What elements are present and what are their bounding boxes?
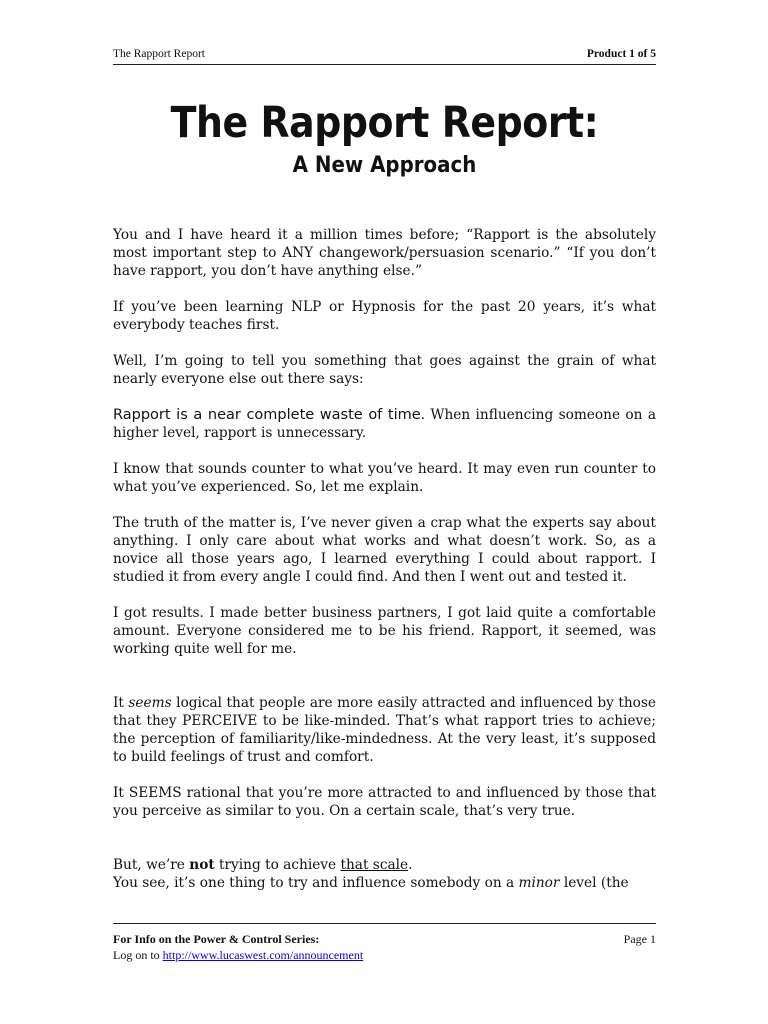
footer-divider	[113, 923, 656, 924]
paragraph-5: I know that sounds counter to what you’ve heard. It may even run counter to what you’ve experienced. So, let me explain.	[113, 461, 656, 495]
paragraph-4-rest: . When influencing someone on a higher level, rapport is unnecessary.	[113, 407, 656, 441]
document-title: The Rapport Report:	[170, 98, 599, 148]
paragraph-7: I got results. I made better business partners, I got laid quite a comfortable amount. Everyone considered me to be his friend. Rapport, it seemed, was working quite well for me.	[113, 605, 656, 657]
key-statement: Rapport is a near complete waste of time	[113, 407, 421, 423]
paragraph-3: Well, I’m going to tell you something that goes against the grain of what nearly everyone else out there says:	[113, 353, 656, 387]
emphasis-seems: seems	[128, 695, 172, 711]
paragraph-8-rest: logical that people are more easily attracted and influenced by those that they PERCEIVE to be like-minded. That’s what rapport tries to achieve; the perception of familiarity/like-mindedness. At the very least, it’s supposed to build feelings of trust and comfort.	[113, 695, 656, 765]
announcement-link[interactable]: http://www.lucaswest.com/announcement	[162, 948, 364, 962]
footer-logon-label: Log on to	[113, 948, 163, 962]
paragraph-10	[113, 856, 656, 874]
paragraph-2: If you’ve been learning NLP or Hypnosis for the past 20 years, it’s what everybody teaches first.	[113, 299, 656, 333]
paragraph-11-rest: level (the	[559, 875, 629, 891]
footer-logon	[113, 947, 363, 963]
footer-series-info: For Info on the Power & Control Series:	[113, 932, 320, 946]
paragraph-10-end: .	[408, 857, 413, 873]
emphasis-that-scale: that scale	[340, 857, 409, 873]
paragraph-10-start: But, we’re	[113, 857, 190, 873]
footer-page-number: Page 1	[623, 932, 656, 946]
paragraph-11	[113, 874, 656, 892]
paragraph-8-start: It	[113, 695, 129, 711]
header-product-number: Product 1 of 5	[586, 48, 656, 60]
paragraph-1: You and I have heard it a million times before; “Rapport is the absolutely most important step to ANY changework/persuasion scenario.” “If you don’t have rapport, you don’t have anything else.”	[113, 227, 656, 279]
emphasis-not: not	[189, 857, 215, 873]
paragraph-9: It SEEMS rational that you’re more attracted to and influenced by those that you perceive as similar to you. On a certain scale, that’s very true.	[113, 785, 656, 819]
header-document-title: The Rapport Report	[113, 48, 205, 60]
emphasis-minor: minor	[518, 875, 560, 891]
document-body	[113, 226, 656, 892]
paragraph-11-start: You see, it’s one thing to try and influence somebody on a	[113, 875, 519, 891]
paragraph-6: The truth of the matter is, I’ve never given a crap what the experts say about anything. I only care about what works and what doesn’t work. So, as a novice all those years ago, I learned everything I could about rapport. I studied it from every angle I could find. And then I went out and tested it.	[113, 515, 656, 585]
page-header	[113, 48, 656, 65]
paragraph-8	[113, 694, 656, 766]
document-subtitle: A New Approach	[292, 153, 477, 178]
paragraph-10-mid: trying to achieve	[214, 857, 341, 873]
paragraph-4	[113, 406, 656, 442]
